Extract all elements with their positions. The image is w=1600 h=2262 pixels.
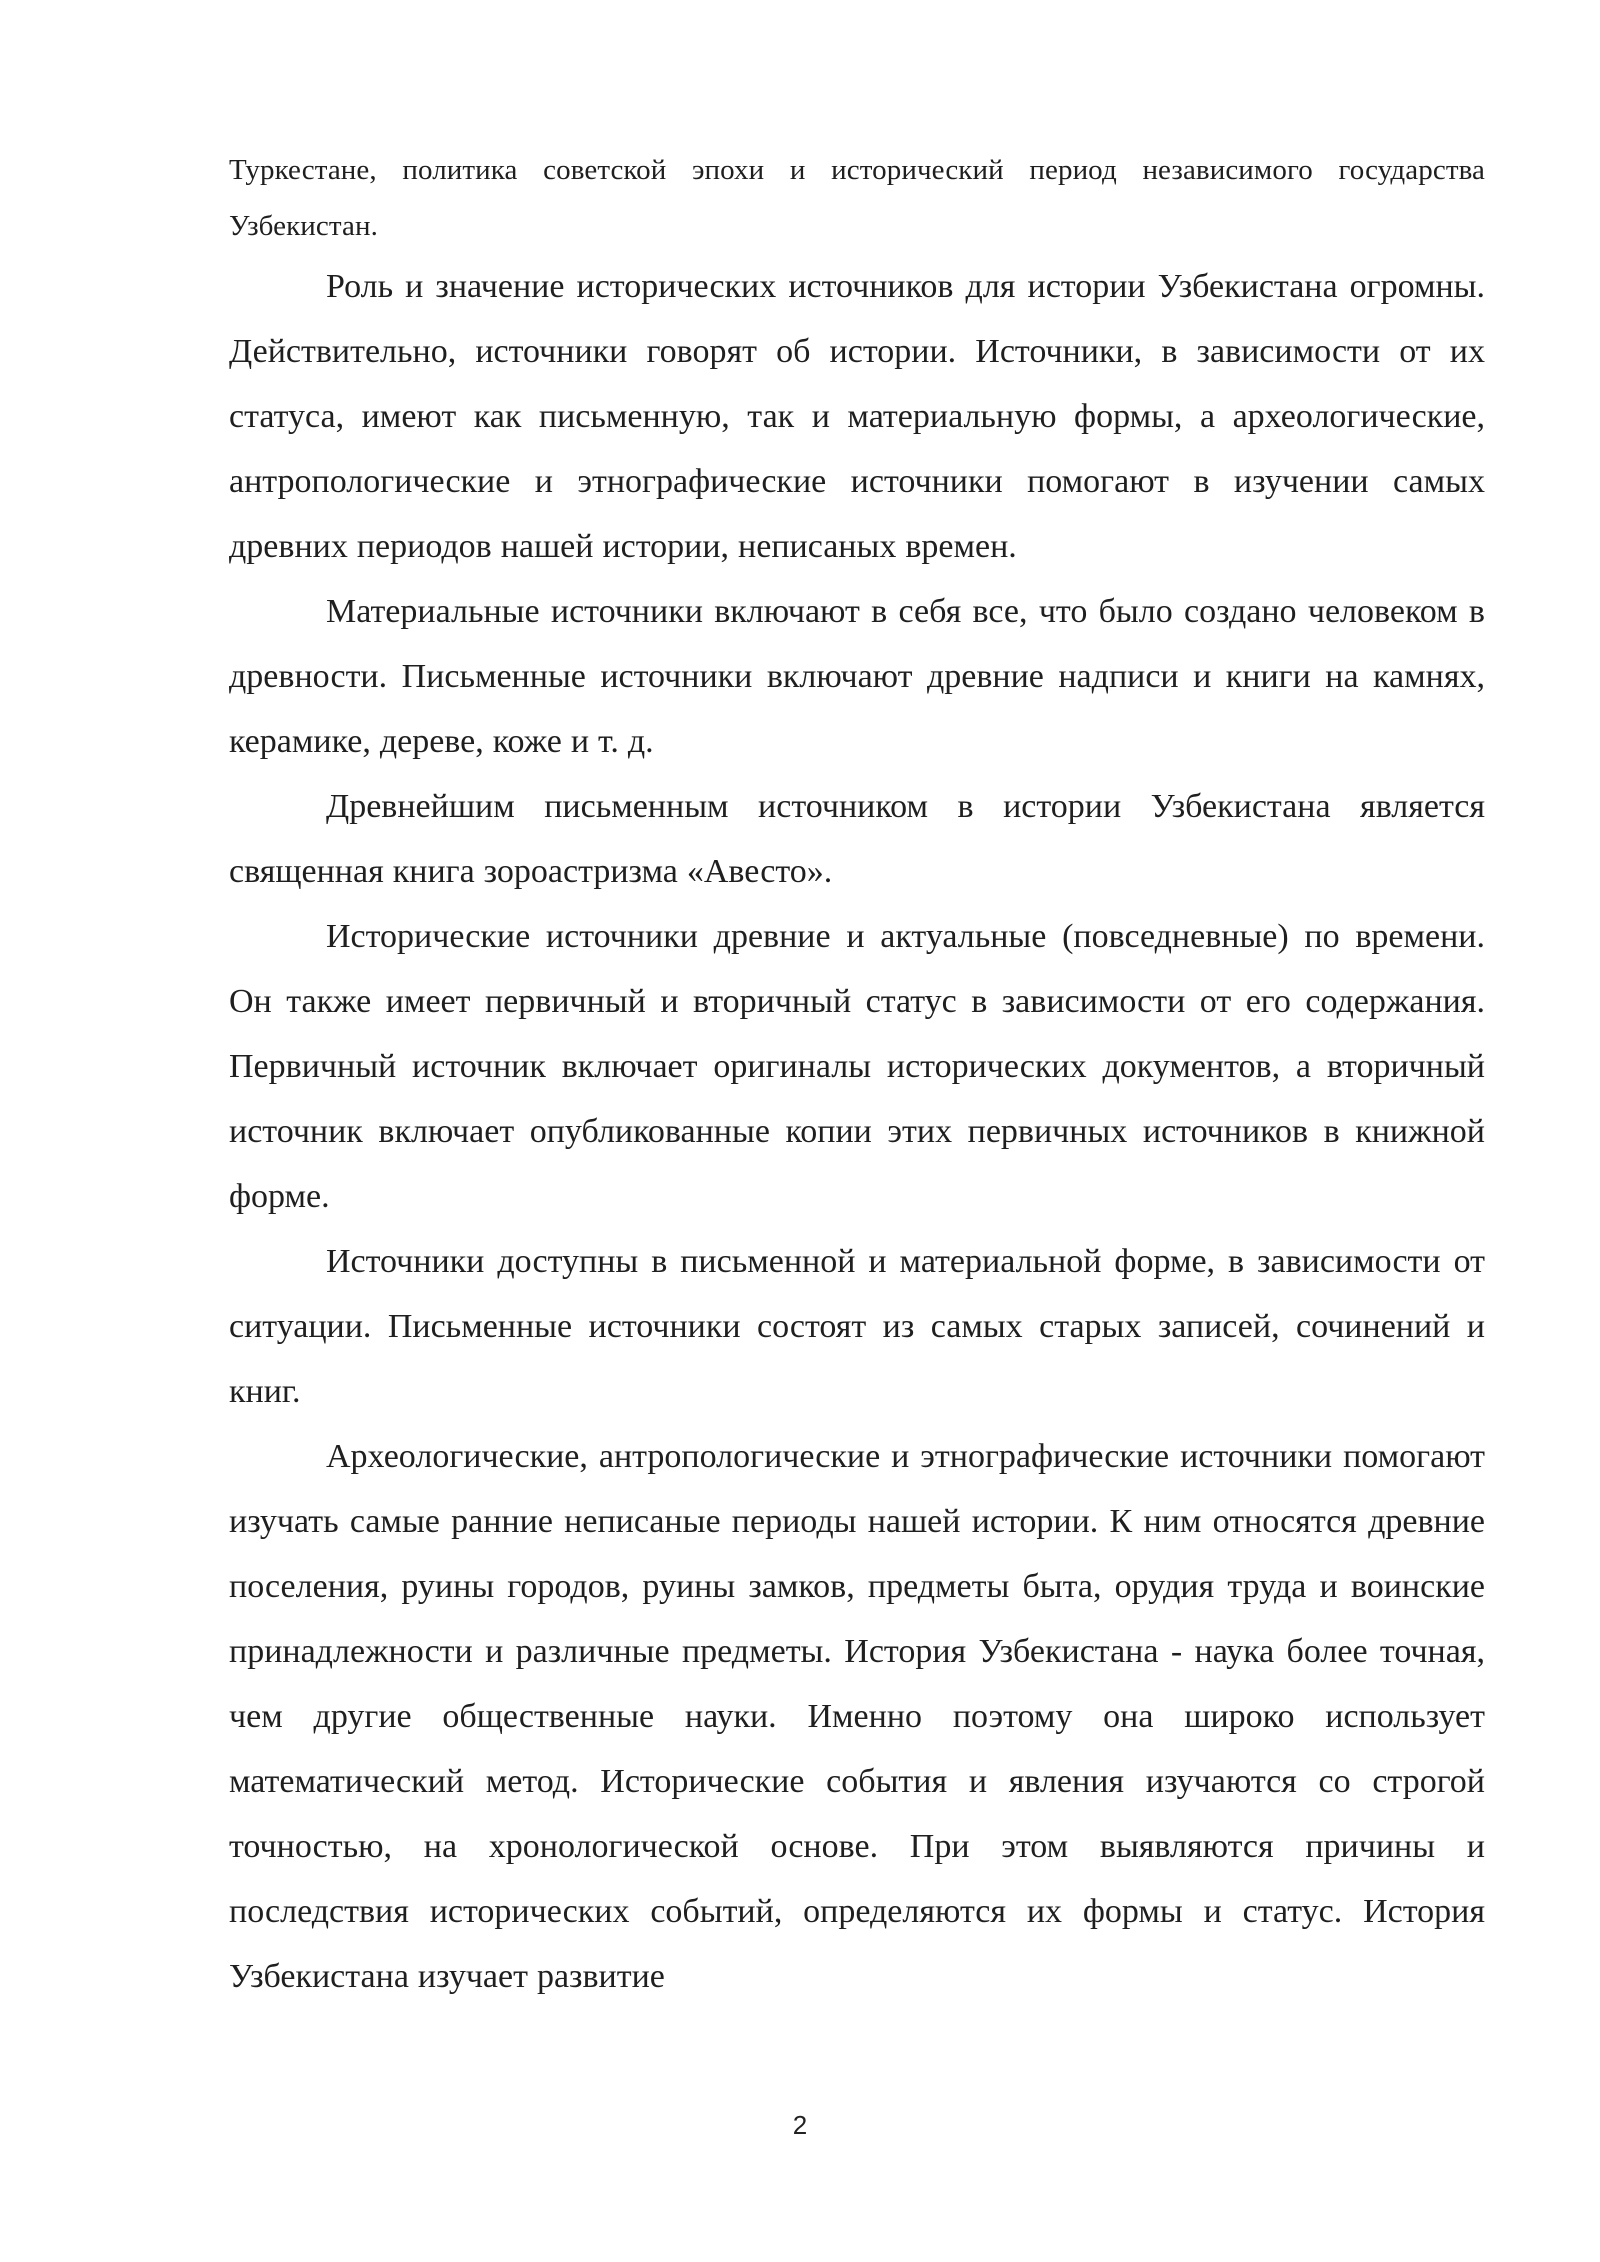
paragraph-sources-role: Роль и значение исторических источников для истории Узбекистана огромны. Действительно, источники говорят об истории. Источники, в зависимости от их статуса, имеют как письменную, так и материальную формы, а археологические, антропологические и этнографические источники помогают в изучении самых древних периодов нашей истории, неписаных времен. bbox=[229, 268, 1485, 565]
continuation-paragraph: Туркестане, политика советской эпохи и исторический период независимого государства Узбекистан. bbox=[229, 154, 1485, 242]
page-number: 2 bbox=[792, 2110, 808, 2140]
paragraph-source-forms: Источники доступны в письменной и материальной форме, в зависимости от ситуации. Письменные источники состоят из самых старых записей, сочинений и книг. bbox=[229, 1243, 1485, 1410]
paragraph-archaeological-sources: Археологические, антропологические и этнографические источники помогают изучать самые ранние неписаные периоды нашей истории. К ним относятся древние поселения, руины городов, руины замков, предметы быта, орудия труда и воинские принадлежности и различные предметы. История Узбекистана - наука более точная, чем другие общественные науки. Именно поэтому она широко использует математический метод. Исторические события и явления изучаются со строгой точностью, на хронологической основе. При этом выявляются причины и последствия исторических событий, определяются их формы и статус. История Узбекистана изучает развитие bbox=[229, 1438, 1485, 1995]
paragraph-primary-secondary: Исторические источники древние и актуальные (повседневные) по времени. Он также имеет первичный и вторичный статус в зависимости от его содержания. Первичный источник включает оригиналы исторических документов, а вторичный источник включает опубликованные копии этих первичных источников в книжной форме. bbox=[229, 918, 1485, 1215]
paragraph-avesto: Древнейшим письменным источником в истории Узбекистана является священная книга зороастризма «Авесто». bbox=[229, 788, 1485, 890]
body-text bbox=[229, 142, 1485, 2009]
paragraph-material-sources: Материальные источники включают в себя все, что было создано человеком в древности. Письменные источники включают древние надписи и книги на камнях, керамике, дереве, коже и т. д. bbox=[229, 593, 1485, 760]
